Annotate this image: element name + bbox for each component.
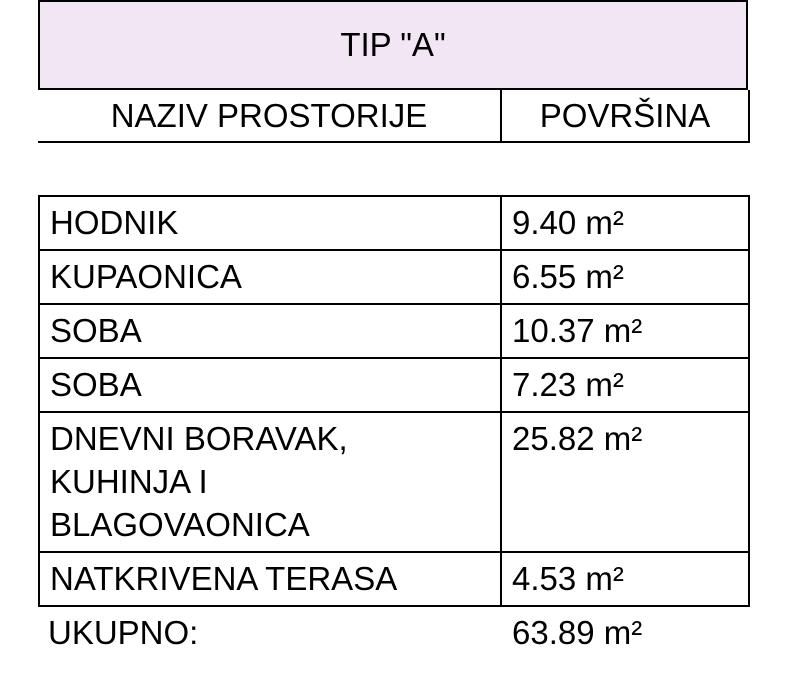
table-row xyxy=(38,303,750,357)
total-area: 63.89 m² xyxy=(512,614,643,651)
rooms-table xyxy=(38,195,750,659)
room-name: SOBA xyxy=(38,359,500,411)
room-area: 6.55 m² xyxy=(500,251,750,303)
room-name: KUPAONICA xyxy=(38,251,500,303)
room-area: 25.82 m² xyxy=(500,413,750,551)
table-row xyxy=(38,551,750,607)
table-row xyxy=(38,249,750,303)
column-header-row xyxy=(38,90,750,143)
table-row xyxy=(38,411,750,551)
room-name: SOBA xyxy=(38,305,500,357)
column-header-area: POVRŠINA xyxy=(500,90,750,141)
room-name-multiline xyxy=(38,413,500,551)
table-row xyxy=(38,357,750,411)
table-title-text: TIP "A" xyxy=(340,26,446,63)
column-header-name: NAZIV PROSTORIJE xyxy=(110,96,428,134)
room-area: 4.53 m² xyxy=(500,553,750,605)
room-area: 7.23 m² xyxy=(500,359,750,411)
table-title xyxy=(38,0,748,90)
table-row xyxy=(38,195,750,249)
room-name: NATKRIVENA TERASA xyxy=(38,553,500,605)
room-name-line: BLAGOVAONICA xyxy=(50,506,310,543)
total-label: UKUPNO: xyxy=(48,614,199,651)
total-row xyxy=(38,607,750,659)
room-name: HODNIK xyxy=(38,197,500,249)
room-area: 9.40 m² xyxy=(500,197,750,249)
room-area: 10.37 m² xyxy=(500,305,750,357)
room-name-line: DNEVNI BORAVAK, xyxy=(50,420,348,457)
room-name-line: KUHINJA I xyxy=(50,463,208,500)
